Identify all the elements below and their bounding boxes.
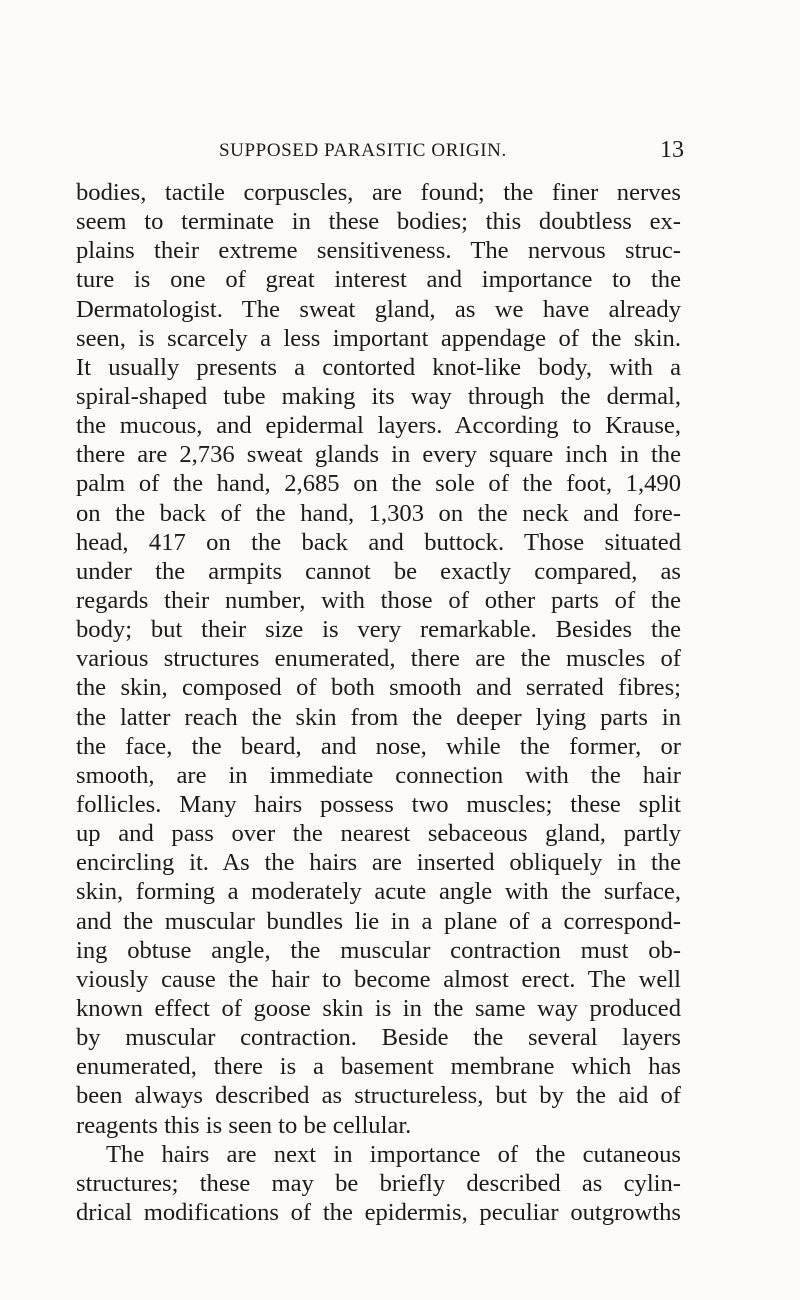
text-line: and the muscular bundles lie in a plane of a correspond- (76, 907, 681, 935)
text-line: smooth, are in immediate connection with the hair (76, 761, 681, 789)
text-line: ing obtuse angle, the muscular contraction must ob- (76, 936, 681, 964)
running-header (219, 137, 684, 164)
text-line: various structures enumerated, there are the muscles of (76, 645, 681, 673)
text-line: head, 417 on the back and buttock. Those situated (76, 528, 681, 556)
text-line: known effect of goose skin is in the same way produced (76, 994, 681, 1022)
text-line: the face, the beard, and nose, while the former, or (76, 732, 681, 760)
text-line: the latter reach the skin from the deeper lying parts in (76, 703, 681, 731)
text-line: plains their extreme sensitiveness. The nervous struc- (76, 237, 681, 265)
text-line: seen, is scarcely a less important appendage of the skin. (76, 324, 681, 352)
text-line: been always described as structureless, but by the aid of (76, 1082, 681, 1110)
text-line: bodies, tactile corpuscles, are found; the finer nerves (76, 179, 681, 206)
text-line: structures; these may be briefly described as cylin- (76, 1169, 681, 1197)
body-text (76, 178, 681, 1227)
text-line: It usually presents a contorted knot-like body, with a (76, 353, 681, 381)
text-line: by muscular contraction. Beside the several layers (76, 1024, 681, 1052)
text-line: skin, forming a moderately acute angle with the surface, (76, 878, 681, 906)
text-line: there are 2,736 sweat glands in every square inch in the (76, 441, 681, 469)
text-line: enumerated, there is a basement membrane which has (76, 1053, 681, 1081)
text-line: Dermatologist. The sweat gland, as we have already (76, 295, 681, 323)
text-line: drical modifications of the epidermis, peculiar outgrowths (76, 1198, 681, 1226)
text-line: the skin, composed of both smooth and serrated fibres; (76, 674, 681, 702)
text-line: under the armpits cannot be exactly compared, as (76, 557, 681, 585)
running-head-title: SUPPOSED PARASITIC ORIGIN. (219, 140, 507, 161)
text-line: follicles. Many hairs possess two muscles; these split (76, 790, 681, 818)
page-number: 13 (660, 137, 684, 163)
text-line: reagents this is seen to be cellular. (76, 1111, 412, 1139)
text-line: viously cause the hair to become almost erect. The well (76, 965, 681, 993)
text-line: seem to terminate in these bodies; this doubtless ex- (76, 208, 681, 236)
text-line: on the back of the hand, 1,303 on the neck and fore- (76, 499, 681, 527)
text-line: regards their number, with those of other parts of the (76, 586, 681, 614)
text-line: palm of the hand, 2,685 on the sole of the foot, 1,490 (76, 470, 681, 498)
text-line: up and pass over the nearest sebaceous gland, partly (76, 820, 681, 848)
text-line: The hairs are next in importance of the cutaneous (106, 1140, 681, 1168)
text-line: encircling it. As the hairs are inserted obliquely in the (76, 849, 681, 877)
text-line: body; but their size is very remarkable. Besides the (76, 616, 681, 644)
text-line: ture is one of great interest and importance to the (76, 266, 681, 294)
text-line: the mucous, and epidermal layers. According to Krause, (76, 412, 681, 440)
text-line: spiral-shaped tube making its way through the dermal, (76, 382, 681, 410)
